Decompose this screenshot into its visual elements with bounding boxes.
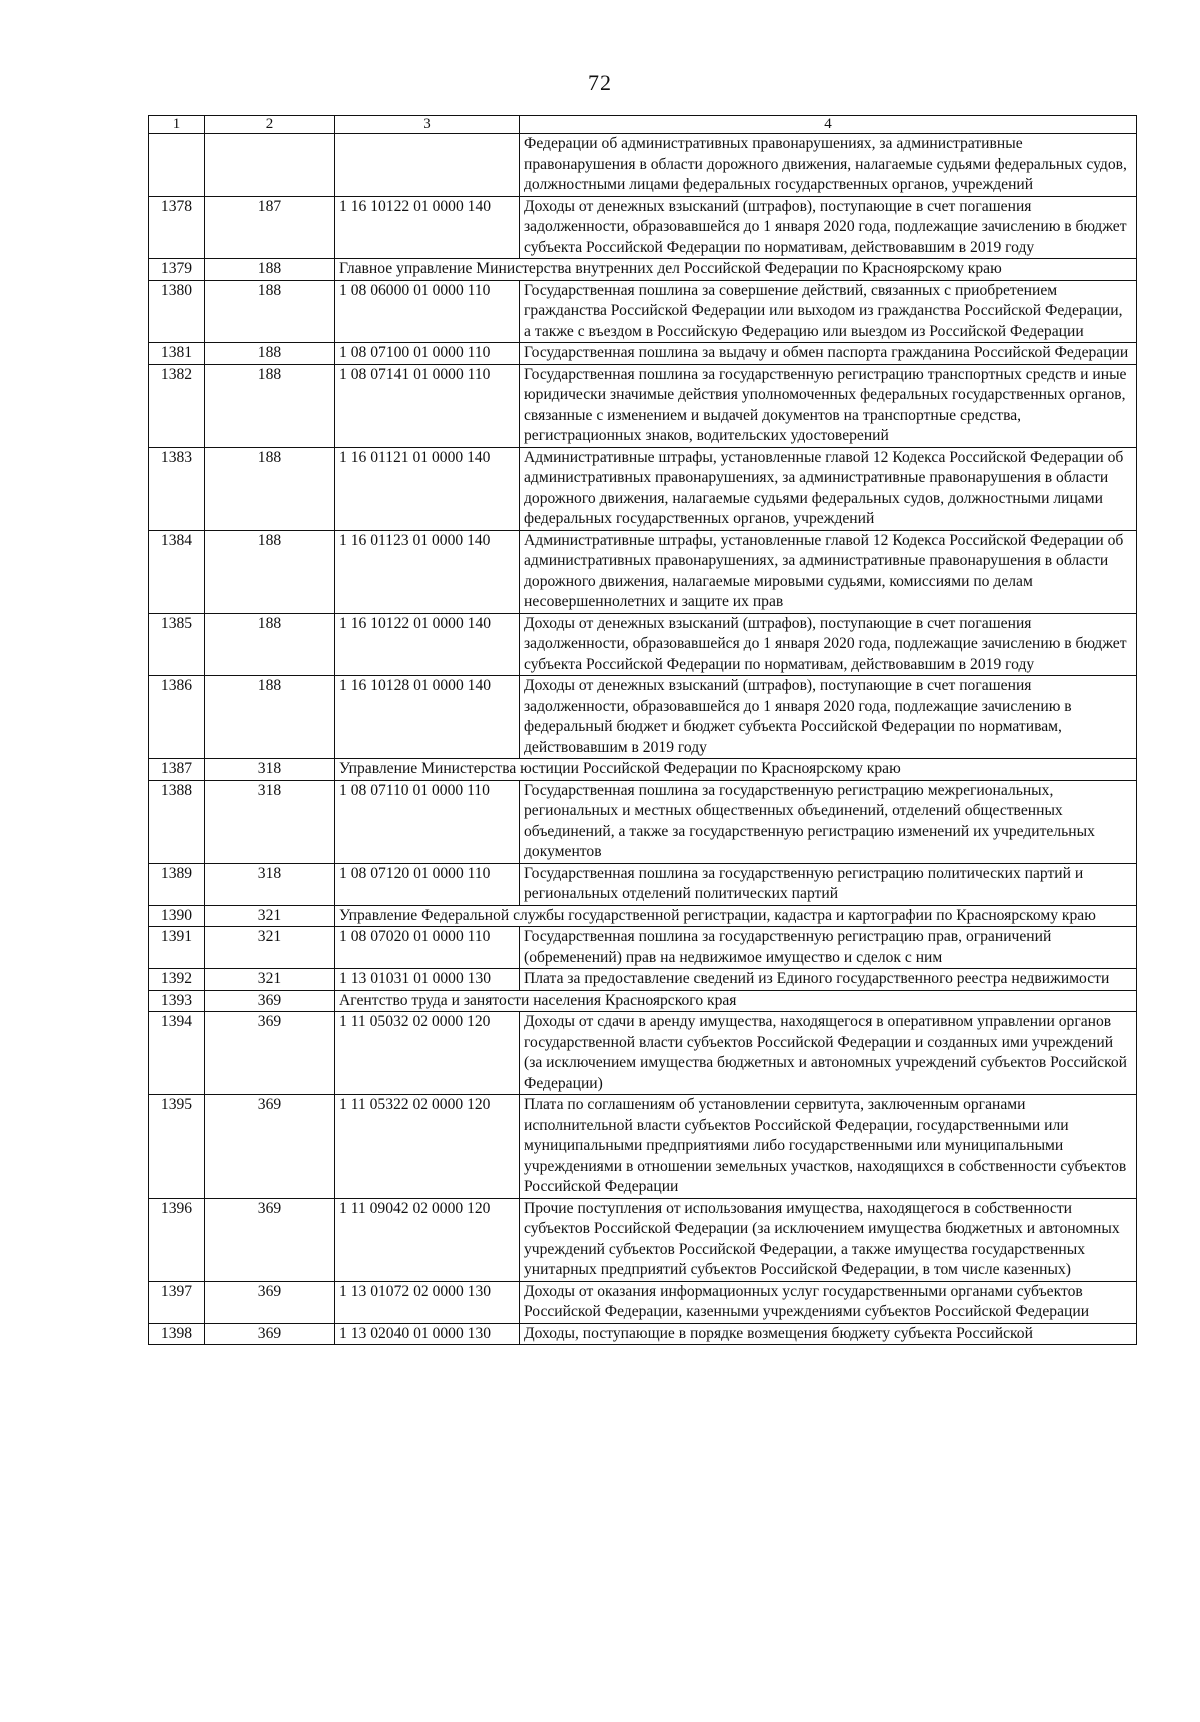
admin-code: 369 [205, 1323, 335, 1345]
row-number: 1381 [149, 343, 205, 365]
revenue-code: 1 11 05322 02 0000 120 [335, 1095, 520, 1199]
revenue-code: 1 11 09042 02 0000 120 [335, 1198, 520, 1281]
revenue-description: Административные штрафы, установленные главой 12 Кодекса Российской Федерации об административных правонарушениях, за административные правонарушения в области дорожного движения, налагаемые судьями федеральных судов, должностными лицами федеральных государственных органов, учреждений [520, 447, 1137, 530]
revenue-code: 1 08 07120 01 0000 110 [335, 863, 520, 905]
row-number: 1383 [149, 447, 205, 530]
revenue-description: Доходы от сдачи в аренду имущества, находящегося в оперативном управлении органов государственной власти субъектов Российской Федерации и созданных ими учреждений (за исключением имущества бюджетных и автономных учреждений субъектов Российской Федерации) [520, 1012, 1137, 1095]
revenue-code: 1 16 01123 01 0000 140 [335, 530, 520, 613]
row-number [149, 134, 205, 197]
row-number: 1393 [149, 990, 205, 1012]
admin-code: 188 [205, 676, 335, 759]
table-row [149, 280, 1137, 343]
row-number: 1388 [149, 780, 205, 863]
revenue-code: 1 13 01072 02 0000 130 [335, 1281, 520, 1323]
table-row [149, 863, 1137, 905]
table-row [149, 990, 1137, 1012]
revenue-description: Государственная пошлина за выдачу и обмен паспорта гражданина Российской Федерации [520, 343, 1137, 365]
header-col-3: 3 [335, 116, 520, 134]
revenue-code: 1 13 02040 01 0000 130 [335, 1323, 520, 1345]
row-number: 1379 [149, 259, 205, 281]
row-number: 1380 [149, 280, 205, 343]
revenue-description: Федерации об административных правонарушениях, за административные правонарушения в области дорожного движения, налагаемые судьями федеральных судов, должностными лицами федеральных государственных органов, учреждений [520, 134, 1137, 197]
row-number: 1384 [149, 530, 205, 613]
admin-code: 318 [205, 780, 335, 863]
revenue-description: Прочие поступления от использования имущества, находящегося в собственности субъектов Российской Федерации (за исключением имущества бюджетных и автономных учреждений субъектов Российской Федерации, а также имущества государственных унитарных предприятий субъектов Российской Федерации, в том числе казенных) [520, 1198, 1137, 1281]
header-col-2: 2 [205, 116, 335, 134]
header-row [149, 116, 1137, 134]
admin-code: 318 [205, 759, 335, 781]
revenue-code: 1 08 07110 01 0000 110 [335, 780, 520, 863]
table-row [149, 196, 1137, 259]
admin-code: 318 [205, 863, 335, 905]
admin-code: 188 [205, 447, 335, 530]
revenue-description: Государственная пошлина за государственную регистрацию межрегиональных, региональных и местных общественных объединений, отделений общественных объединений, а также за государственную регистрацию изменений их учредительных документов [520, 780, 1137, 863]
row-number: 1385 [149, 613, 205, 676]
admin-code: 369 [205, 1198, 335, 1281]
table-row [149, 759, 1137, 781]
revenue-description: Плата по соглашениям об установлении сервитута, заключенным органами исполнительной власти субъектов Российской Федерации, государственными или муниципальными предприятиями либо государственными или муниципальными учреждениями в отношении земельных участков, находящихся в собственности субъектов Российской Федерации [520, 1095, 1137, 1199]
admin-code: 369 [205, 990, 335, 1012]
page-number: 72 [588, 70, 612, 95]
table-row [149, 259, 1137, 281]
table-body [149, 134, 1137, 1345]
row-number: 1394 [149, 1012, 205, 1095]
revenue-description: Административные штрафы, установленные главой 12 Кодекса Российской Федерации об административных правонарушениях, за административные правонарушения в области дорожного движения, налагаемые мировыми судьями, комиссиями по делам несовершеннолетних и защите их прав [520, 530, 1137, 613]
row-number: 1378 [149, 196, 205, 259]
revenue-code: 1 08 07141 01 0000 110 [335, 364, 520, 447]
admin-code: 187 [205, 196, 335, 259]
row-number: 1396 [149, 1198, 205, 1281]
table-row [149, 343, 1137, 365]
table-row [149, 1012, 1137, 1095]
table-row [149, 134, 1137, 197]
table-row [149, 1198, 1137, 1281]
revenue-description: Государственная пошлина за государственную регистрацию политических партий и региональных отделений политических партий [520, 863, 1137, 905]
admin-code: 369 [205, 1012, 335, 1095]
admin-code: 188 [205, 280, 335, 343]
table-row [149, 927, 1137, 969]
admin-code: 188 [205, 530, 335, 613]
revenue-code [335, 134, 520, 197]
admin-code: 188 [205, 613, 335, 676]
table-row [149, 969, 1137, 991]
row-number: 1398 [149, 1323, 205, 1345]
header-col-1: 1 [149, 116, 205, 134]
row-number: 1386 [149, 676, 205, 759]
administrator-name: Главное управление Министерства внутренних дел Российской Федерации по Красноярскому краю [335, 259, 1137, 281]
row-number: 1389 [149, 863, 205, 905]
row-number: 1395 [149, 1095, 205, 1199]
revenue-code: 1 16 10122 01 0000 140 [335, 613, 520, 676]
row-number: 1390 [149, 905, 205, 927]
revenue-description: Доходы от оказания информационных услуг государственными органами субъектов Российской Федерации, казенными учреждениями субъектов Российской Федерации [520, 1281, 1137, 1323]
table-row [149, 530, 1137, 613]
admin-code: 321 [205, 969, 335, 991]
table-row [149, 364, 1137, 447]
revenue-description: Государственная пошлина за государственную регистрацию транспортных средств и иные юридически значимые действия уполномоченных федеральных государственных органов, связанные с изменением и выдачей документов на транспортные средства, регистрационных знаков, водительских удостоверений [520, 364, 1137, 447]
revenue-code: 1 16 10128 01 0000 140 [335, 676, 520, 759]
admin-code: 188 [205, 364, 335, 447]
administrator-name: Агентство труда и занятости населения Красноярского края [335, 990, 1137, 1012]
admin-code: 369 [205, 1095, 335, 1199]
revenue-description: Государственная пошлина за государственную регистрацию прав, ограничений (обременений) прав на недвижимое имущество и сделок с ним [520, 927, 1137, 969]
revenue-description: Плата за предоставление сведений из Единого государственного реестра недвижимости [520, 969, 1137, 991]
admin-code: 321 [205, 905, 335, 927]
table-row [149, 447, 1137, 530]
table-row [149, 613, 1137, 676]
revenue-description: Государственная пошлина за совершение действий, связанных с приобретением гражданства Российской Федерации или выходом из гражданства Российской Федерации, а также с въездом в Российскую Федерацию или выездом из Российской Федерации [520, 280, 1137, 343]
row-number: 1387 [149, 759, 205, 781]
admin-code [205, 134, 335, 197]
table-row [149, 780, 1137, 863]
table-row [149, 1095, 1137, 1199]
admin-code: 369 [205, 1281, 335, 1323]
admin-code: 188 [205, 259, 335, 281]
header-col-4: 4 [520, 116, 1137, 134]
revenue-code: 1 16 10122 01 0000 140 [335, 196, 520, 259]
revenue-code: 1 13 01031 01 0000 130 [335, 969, 520, 991]
revenue-description: Доходы от денежных взысканий (штрафов), поступающие в счет погашения задолженности, образовавшейся до 1 января 2020 года, подлежащие зачислению в бюджет субъекта Российской Федерации по нормативам, действовавшим в 2019 году [520, 613, 1137, 676]
table-row [149, 1281, 1137, 1323]
administrator-name: Управление Министерства юстиции Российской Федерации по Красноярскому краю [335, 759, 1137, 781]
revenue-code: 1 08 07100 01 0000 110 [335, 343, 520, 365]
row-number: 1397 [149, 1281, 205, 1323]
administrator-name: Управление Федеральной службы государственной регистрации, кадастра и картографии по Красноярскому краю [335, 905, 1137, 927]
table-row [149, 1323, 1137, 1345]
revenue-code: 1 16 01121 01 0000 140 [335, 447, 520, 530]
revenue-description: Доходы, поступающие в порядке возмещения бюджету субъекта Российской [520, 1323, 1137, 1345]
revenue-code: 1 11 05032 02 0000 120 [335, 1012, 520, 1095]
revenue-description: Доходы от денежных взысканий (штрафов), поступающие в счет погашения задолженности, образовавшейся до 1 января 2020 года, подлежащие зачислению в федеральный бюджет и бюджет субъекта Российской Федерации по нормативам, действовавшим в 2019 году [520, 676, 1137, 759]
table-row [149, 676, 1137, 759]
revenue-code: 1 08 07020 01 0000 110 [335, 927, 520, 969]
row-number: 1391 [149, 927, 205, 969]
row-number: 1382 [149, 364, 205, 447]
revenue-code: 1 08 06000 01 0000 110 [335, 280, 520, 343]
table-row [149, 905, 1137, 927]
admin-code: 321 [205, 927, 335, 969]
admin-code: 188 [205, 343, 335, 365]
revenue-description: Доходы от денежных взысканий (штрафов), поступающие в счет погашения задолженности, образовавшейся до 1 января 2020 года, подлежащие зачислению в бюджет субъекта Российской Федерации по нормативам, действовавшим в 2019 году [520, 196, 1137, 259]
row-number: 1392 [149, 969, 205, 991]
revenue-table [148, 115, 1137, 1345]
